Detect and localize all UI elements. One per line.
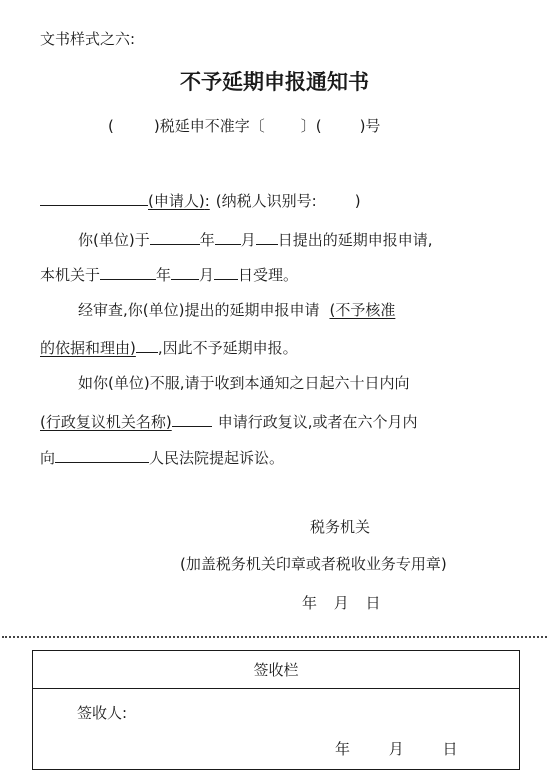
signature-org: 税务机关 (310, 518, 371, 536)
seal-note: (加盖税务机关印章或者税收业务专用章) (180, 555, 447, 573)
para3-line1: 如你(单位)不服,请于收到本通知之日起六十日内向 (78, 374, 410, 392)
accept-year-blank (100, 263, 156, 280)
review-org-hint: (行政复议机关名称) (40, 413, 172, 431)
para1-prefix: 你(单位)于 (78, 231, 150, 249)
receipt-title: 签收栏 (253, 661, 299, 679)
document-number-line (108, 116, 380, 136)
taxpayer-id-label: (纳税人识别号: (215, 192, 317, 210)
reason-hint-part2: 的依据和理由) (40, 339, 136, 357)
para1-line2 (40, 263, 298, 285)
applicant-colon: : (204, 192, 210, 210)
para3-line3-suffix: 人民法院提起诉讼。 (149, 449, 285, 467)
para3-line2 (40, 410, 418, 432)
signature-date: 年 月 日 (302, 594, 381, 612)
cut-line (2, 636, 547, 638)
accept-year-label: 年 (156, 266, 172, 284)
accept-month-label: 月 (199, 266, 215, 284)
submit-year-blank (150, 228, 200, 245)
para1-line2-prefix: 本机关于 (40, 266, 101, 284)
reason-hint-part1: (不予核准 (329, 301, 396, 319)
doc-number-text-3: )号 (359, 117, 381, 135)
para3-line3-prefix: 向 (40, 449, 56, 467)
para1-line1 (78, 228, 433, 250)
doc-number-text-2: 〕( (300, 117, 322, 135)
para2-prefix: 经审查,你(单位)提出的延期申报申请 (78, 301, 320, 319)
para2-line2 (40, 336, 298, 358)
accept-day-blank (214, 263, 238, 280)
addressee-line (40, 189, 361, 211)
para1-suffix: 日提出的延期申报申请, (277, 231, 433, 249)
applicant-hint: (申请人) (148, 192, 205, 210)
reason-blank (136, 336, 158, 353)
para3-line3 (40, 446, 284, 468)
signer-label: 签收人: (77, 704, 128, 722)
applicant-blank (40, 189, 148, 206)
para1-line2-suffix: 日受理。 (238, 266, 299, 284)
doc-number-open: ( (108, 117, 114, 135)
submit-month-label: 月 (240, 231, 256, 249)
review-org-blank (172, 410, 212, 427)
receipt-box (32, 650, 520, 770)
taxpayer-id-close: ) (354, 192, 361, 210)
document-title: 不予延期申报通知书 (180, 70, 369, 94)
accept-month-blank (171, 263, 199, 280)
para2-suffix: ,因此不予延期申报。 (157, 339, 298, 357)
submit-year-label: 年 (199, 231, 215, 249)
para3-line2-suffix: 申请行政复议,或者在六个月内 (217, 413, 418, 431)
para2-line1 (78, 300, 395, 320)
court-blank (55, 446, 149, 463)
submit-day-blank (256, 228, 278, 245)
style-label: 文书样式之六: (40, 30, 136, 48)
receipt-date: 年 月 日 (335, 740, 458, 758)
doc-number-text-1: )税延申不准字〔 (153, 117, 265, 135)
receipt-divider (33, 688, 519, 689)
submit-month-blank (215, 228, 241, 245)
